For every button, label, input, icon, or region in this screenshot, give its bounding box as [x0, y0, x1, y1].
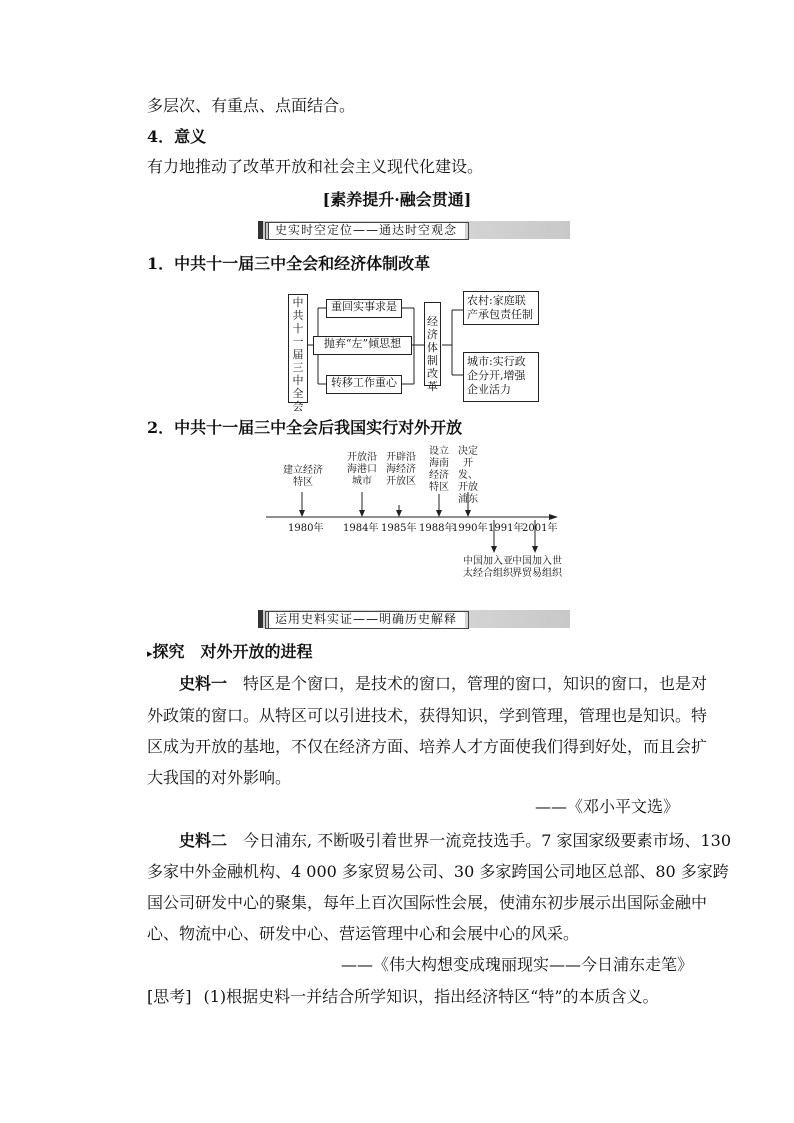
year-label: 1988年 [419, 523, 455, 534]
source1-citation: ——《邓小平文选》 [535, 797, 680, 816]
source1-line: 区成为开放的基地，不仅在经济方面、培养人才方面使我们得到好处，而且会扩 [147, 737, 708, 756]
think-text: (1)根据史料一并结合所学知识，指出经济特区“特”的本质含义。 [203, 987, 659, 1006]
explore-title [147, 642, 313, 664]
year-label: 1984年 [343, 523, 379, 534]
intro-line: 多层次、有重点、点面结合。 [147, 96, 356, 115]
section-title: [素养提升·融会贯通] [322, 190, 472, 209]
section-banner [258, 610, 570, 628]
think-label: [思考] [147, 987, 192, 1006]
source1-line: 史料一 特区是个窗口，是技术的窗口，管理的窗口，知识的窗口，也是对 [147, 674, 707, 694]
source1-line: 大我国的对外影响。 [147, 768, 292, 787]
rural-reform-box: 农村:家庭联产承包责任制 [463, 291, 539, 325]
think-question [147, 987, 659, 1007]
year-label: 1990年 [452, 523, 488, 534]
timeline-event-1980: 建立经济特区 [283, 465, 323, 488]
item2-title: 2．中共十一届三中全会后我国实行对外开放 [147, 418, 463, 437]
source2-line: 多家中外金融机构、4 000 多家贸易公司、30 多家跨国公司地区总部、80 多家跨 [147, 862, 729, 881]
urban-reform-box: 城市:实行政企分开,增强企业活力 [463, 352, 539, 402]
item1-title: 1．中共十一届三中全会和经济体制改革 [147, 254, 431, 273]
year-label: 2001年 [522, 523, 558, 534]
source2-line: 心、物流中心、研发中心、营运管理中心和会展中心的风采。 [147, 924, 580, 943]
source1-label: 史料一 [179, 674, 228, 693]
reform-item-2: 抛弃“左”倾思想 [313, 336, 412, 355]
timeline-event-1984: 开放沿海港口城市 [347, 452, 377, 487]
timeline-event-1990: 决定开发、开放浦东 [458, 446, 478, 505]
timeline-event-1985: 开辟沿海经济开放区 [386, 452, 416, 487]
reform-item-1: 重回实事求是 [326, 299, 402, 318]
reform-item-3: 转移工作重心 [326, 375, 402, 394]
year-label: 1980年 [288, 523, 324, 534]
timeline-event-2001: 中国加入世界贸易组织 [512, 556, 562, 579]
banner-label: 史实时空定位——通达时空观念 [268, 222, 465, 240]
source2-label: 史料二 [179, 831, 228, 850]
economic-reform-box: 经济体制改革 [424, 302, 441, 386]
year-label: 1991年 [488, 523, 524, 534]
timeline-event-1988: 设立海南经济特区 [429, 446, 449, 493]
year-label: 1985年 [381, 523, 417, 534]
banner-label: 运用史料实证——明确历史解释 [268, 611, 465, 629]
plenum-box: 中共十一届三中全会 [288, 294, 308, 403]
source2-citation: ——《伟大构想变成瑰丽现实——今日浦东走笔》 [341, 955, 694, 974]
source1-line: 外政策的窗口。从特区可以引进技术，获得知识，学到管理，管理也是知识。特 [147, 706, 708, 725]
timeline-event-1991: 中国加入亚太经合组织 [463, 556, 513, 579]
explore-marker-icon: ▸ [147, 647, 153, 660]
explore-title-text: 探究 对外开放的进程 [152, 642, 313, 661]
heading-significance: 4．意义 [147, 127, 207, 146]
source2-line: 史料二 今日浦东, 不断吸引着世界一流竞技选手。7 家国家级要素市场、130 [147, 831, 731, 851]
source2-line: 国公司研发中心的聚集，每年上百次国际性会展，使浦东初步展示出国际金融中 [147, 893, 708, 912]
significance-text: 有力地推动了改革开放和社会主义现代化建设。 [147, 157, 484, 176]
